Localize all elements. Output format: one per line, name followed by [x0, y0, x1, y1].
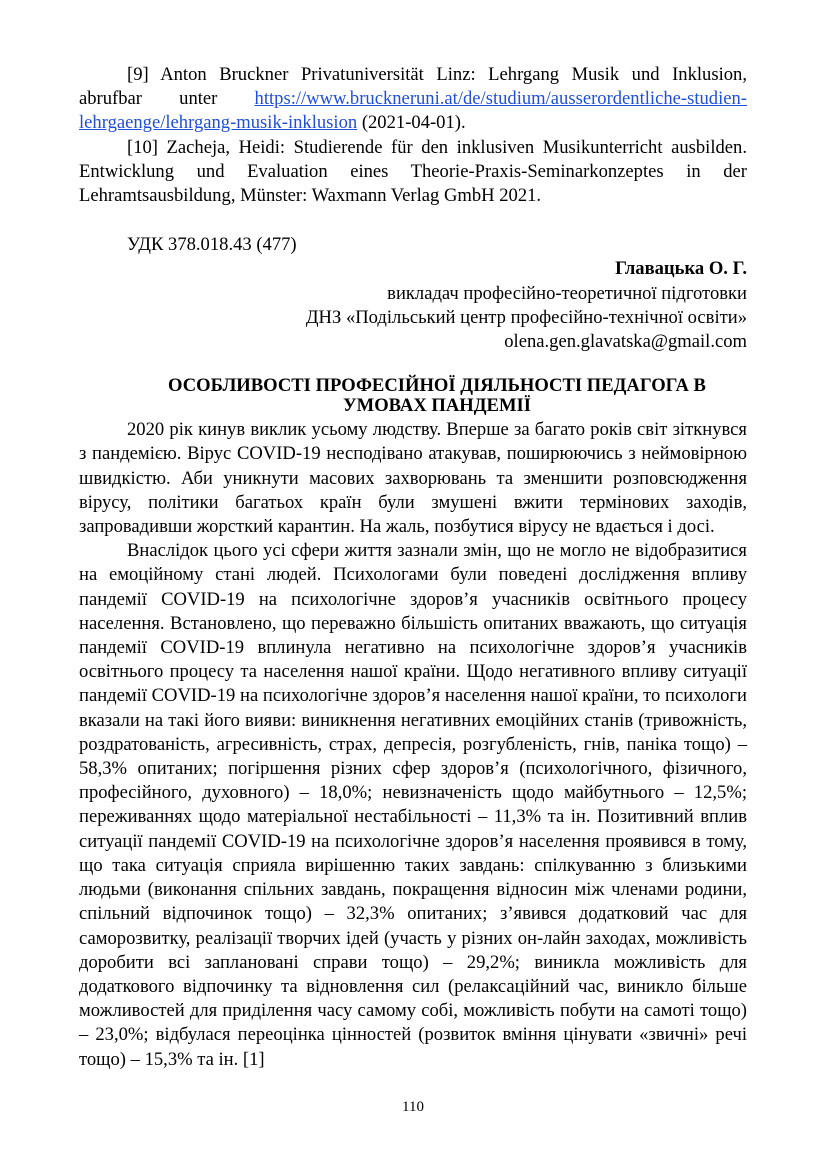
body-paragraph-2: Внаслідок цього усі сфери життя зазнали змін, що не могло не відобразитися на емоційному стані людей. Психологами були поведені дослідження впливу пандемії COVID-19 на психологічне здоров’я учасників освітнього процесу населення. Встановлено, що переважно більшість опитаних вважають, що ситуація пандемії COVID-19 вплинула негативно на психологічне здоров’я учасників освітнього процесу та населення нашої країни. Щодо негативного впливу ситуації пандемії COVID-19 на психологічне здоров’я населення нашої країни, то психологи вказали на такі його вияви: виникнення негативних емоційних станів (тривожність, роздратованість, агресивність, страх, депресія, розгубленість, гнів, паніка тощо) – 58,3% опитаних; погіршення різних сфер здоров’я (психологічного, фізичного, професійного, духовного) – 18,0%; невизначеність щодо майбутнього – 12,5%; переживаннях щодо матеріальної нестабільності – 11,3% та ін. Позитивний вплив ситуації пандемії COVID-19 на психологічне здоров’я населення проявився в тому, що така ситуація сприяла вирішенню таких завдань: спілкуванню з близькими людьми (виконання спільних завдань, покращення відносин між членами родини, спільний відпочинок тощо) – 32,3% опитаних; з’явився додатковий час для саморозвитку, реалізації творчих ідей (участь у різних он-лайн заходах, можливість доробити всі заплановані справи тощо) – 29,2%; виникла можливість для додаткового відпочинку та відновлення сил (релаксаційний час, виникло більше можливостей для приділення часу самому собі, можливість побути на самоті тощо) – 23,0%; відбулася переоцінка цінностей (розвиток вміння цінувати «звичні» речі тощо) – 15,3% та ін. [1]	[79, 540, 747, 1070]
reference-9-date: (2021-04-01).	[357, 112, 466, 134]
reference-9-link[interactable]: https://www.bruckneruni.at/de/studium/ausserordentliche-studien-lehrgaenge/lehrgang-musik-inklusion	[79, 88, 747, 134]
author-block	[79, 257, 747, 354]
article-title-line-2: УМОВАХ ПАНДЕМІЇ	[343, 395, 531, 417]
reference-9-text: [9] Anton Bruckner Privatuniversität Linz: Lehrgang Musik und Inklusion, abrufbar unter	[79, 64, 747, 110]
reference-10: [10] Zacheja, Heidi: Studierende für den inklusiven Musikunterricht ausbilden. Entwicklung und Evaluation eines Theorie-Praxis-Seminarkonzeptes in der Lehramtsausbildung, Münster: Waxmann Verlag GmbH 2021.	[79, 136, 747, 207]
reference-9	[79, 63, 747, 136]
body-paragraph-1: 2020 рік кинув виклик усьому людству. Вперше за багато років світ зіткнувся з пандемією. Вірус COVID-19 несподівано атакував, поширюючись з неймовірною швидкістю. Аби уникнути масових захворювань та зменшити розповсюдження вірусу, політики багатьох країн були змушені вжити термінових заходів, запровадивши жорсткий карантин. На жаль, позбутися вірусу не вдається і досі.	[79, 419, 747, 538]
page-number: 110	[402, 1099, 424, 1115]
author-name: Главацька О. Г.	[615, 258, 747, 280]
udk-code: УДК 378.018.43 (477)	[127, 234, 297, 256]
author-position: викладач професійно-теоретичної підготовки	[387, 282, 747, 304]
article-title	[79, 376, 747, 416]
author-institution: ДНЗ «Подільський центр професійно-технічної освіти»	[305, 306, 747, 328]
article-title-line-1: ОСОБЛИВОСТІ ПРОФЕСІЙНОЇ ДІЯЛЬНОСТІ ПЕДАГОГА В	[168, 375, 706, 397]
document-page	[79, 63, 747, 1072]
author-email: olena.gen.glavatska@gmail.com	[504, 331, 747, 353]
article-body	[79, 418, 747, 1071]
